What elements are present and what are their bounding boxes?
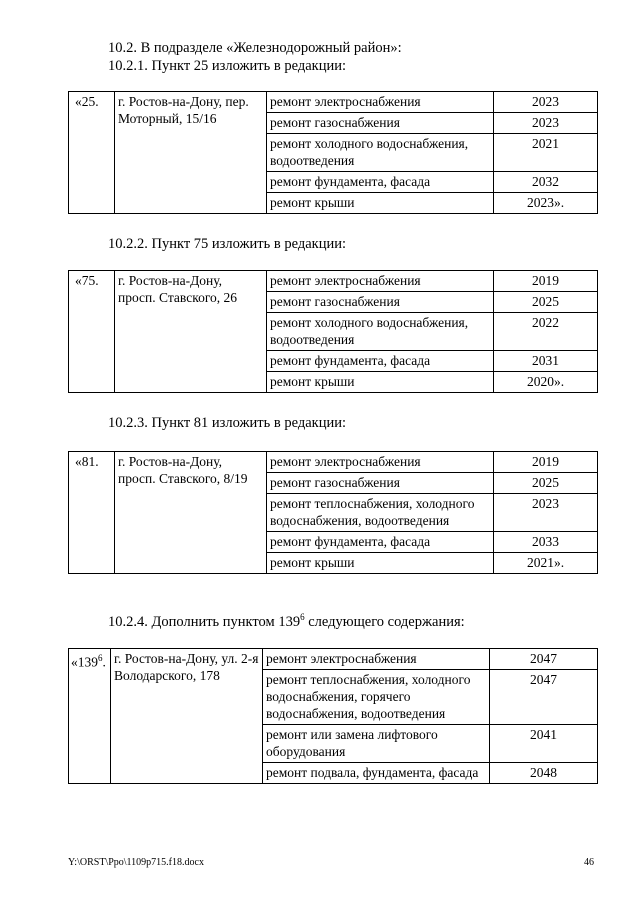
- work-cell: ремонт газоснабжения: [267, 113, 494, 134]
- work-cell: ремонт теплоснабжения, холодного водоснабжения, горячего водоснабжения, водоотведения: [263, 670, 490, 725]
- year-cell: 2023».: [494, 193, 598, 214]
- year-cell: 2047: [490, 649, 598, 670]
- year-cell: 2025: [494, 292, 598, 313]
- work-cell: ремонт холодного водоснабжения, водоотведения: [267, 313, 494, 351]
- work-cell: ремонт крыши: [267, 193, 494, 214]
- year-cell: 2023: [494, 113, 598, 134]
- year-cell: 2019: [494, 452, 598, 473]
- work-cell: ремонт электроснабжения: [263, 649, 490, 670]
- table-row: [69, 452, 598, 473]
- year-cell: 2021».: [494, 553, 598, 574]
- year-cell: 2041: [490, 725, 598, 763]
- year-cell: 2021: [494, 134, 598, 172]
- item-number-superscript: 6: [98, 653, 103, 663]
- heading-superscript: 6: [300, 612, 305, 622]
- work-cell: ремонт подвала, фундамента, фасада: [263, 763, 490, 784]
- table-row: [69, 649, 598, 670]
- work-cell: ремонт крыши: [267, 553, 494, 574]
- table-item-75: [68, 270, 598, 393]
- item-number: «81.: [69, 452, 115, 574]
- item-address: г. Ростов-на-Дону, ул. 2-я Володарского, 178: [111, 649, 263, 784]
- heading-10-2-1: 10.2.1. Пункт 25 изложить в редакции:: [108, 58, 347, 74]
- year-cell: 2025: [494, 473, 598, 494]
- work-cell: ремонт крыши: [267, 372, 494, 393]
- work-cell: ремонт электроснабжения: [267, 452, 494, 473]
- year-cell: 2023: [494, 494, 598, 532]
- work-cell: ремонт или замена лифтового оборудования: [263, 725, 490, 763]
- work-cell: ремонт электроснабжения: [267, 271, 494, 292]
- year-cell: 2047: [490, 670, 598, 725]
- work-cell: ремонт холодного водоснабжения, водоотведения: [267, 134, 494, 172]
- footer-file-path: Y:\ORST\Ppo\1109p715.f18.docx: [68, 857, 204, 868]
- year-cell: 2020».: [494, 372, 598, 393]
- item-number: «75.: [69, 271, 115, 393]
- work-cell: ремонт электроснабжения: [267, 92, 494, 113]
- footer-page-number: 46: [584, 857, 594, 868]
- heading-text-end: следующего содержания:: [304, 613, 465, 630]
- year-cell: 2031: [494, 351, 598, 372]
- year-cell: 2019: [494, 271, 598, 292]
- item-number: [69, 649, 111, 784]
- item-number-dot: .: [102, 654, 106, 670]
- work-cell: ремонт теплоснабжения, холодного водоснабжения, водоотведения: [267, 494, 494, 532]
- item-number: «25.: [69, 92, 115, 214]
- work-cell: ремонт фундамента, фасада: [267, 532, 494, 553]
- year-cell: 2033: [494, 532, 598, 553]
- heading-10-2-3: 10.2.3. Пункт 81 изложить в редакции:: [108, 415, 347, 431]
- heading-10-2-4: [108, 612, 465, 631]
- year-cell: 2023: [494, 92, 598, 113]
- year-cell: 2048: [490, 763, 598, 784]
- work-cell: ремонт фундамента, фасада: [267, 172, 494, 193]
- item-address: г. Ростов-на-Дону, пер. Моторный, 15/16: [115, 92, 267, 214]
- item-address: г. Ростов-на-Дону, просп. Ставского, 8/19: [115, 452, 267, 574]
- work-cell: ремонт газоснабжения: [267, 292, 494, 313]
- heading-text: 10.2.4. Дополнить пунктом 139: [108, 613, 301, 630]
- year-cell: 2022: [494, 313, 598, 351]
- year-cell: 2032: [494, 172, 598, 193]
- table-row: [69, 271, 598, 292]
- heading-10-2: 10.2. В подразделе «Железнодорожный район»:: [108, 40, 402, 56]
- item-number-text: «139: [71, 654, 98, 670]
- work-cell: ремонт фундамента, фасада: [267, 351, 494, 372]
- table-row: [69, 92, 598, 113]
- table-item-139-6: [68, 648, 598, 784]
- heading-10-2-2: 10.2.2. Пункт 75 изложить в редакции:: [108, 236, 347, 252]
- work-cell: ремонт газоснабжения: [267, 473, 494, 494]
- item-address: г. Ростов-на-Дону, просп. Ставского, 26: [115, 271, 267, 393]
- table-item-81: [68, 451, 598, 574]
- table-item-25: [68, 91, 598, 214]
